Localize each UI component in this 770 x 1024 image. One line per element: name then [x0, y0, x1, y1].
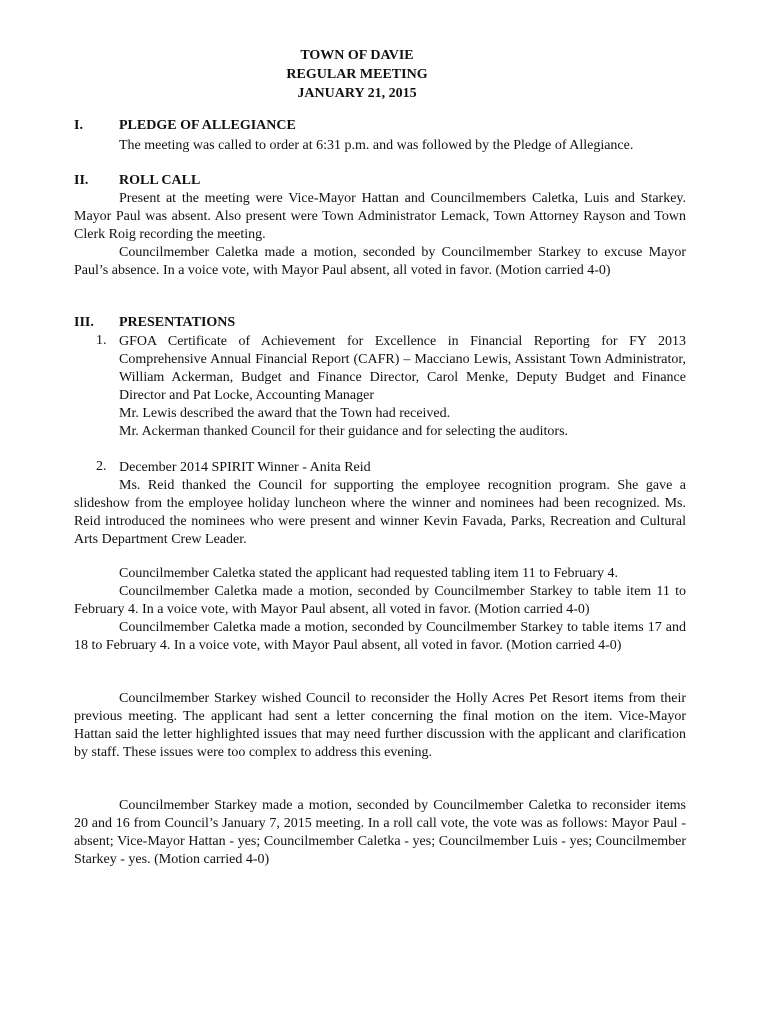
document-header	[0, 46, 714, 103]
paragraph-tabling-request: Councilmember Caletka stated the applicant had requested tabling item 11 to February 4.	[119, 566, 619, 581]
section-number-roll-call: II.	[74, 173, 89, 188]
pledge-text: The meeting was called to order at 6:31 p.m. and was followed by the Pledge of Allegiance.	[119, 138, 634, 153]
paragraph-motion-item-11: Councilmember Caletka made a motion, seconded by Councilmember Starkey to table item 11 to February 4. In a voice vote, with Mayor Paul absent, all voted in favor. (Motion carried 4-0)	[74, 584, 686, 617]
header-town: TOWN OF DAVIE	[300, 48, 414, 63]
paragraph-motion-items-17-18: Councilmember Caletka made a motion, seconded by Councilmember Starkey to table items 17 and 18 to February 4. In a voice vote, with Mayor Paul absent, all voted in favor. (Motion carried 4-0)	[74, 620, 686, 653]
header-date: JANUARY 21, 2015	[297, 86, 417, 101]
presentation-1-number: 1.	[96, 333, 107, 348]
presentation-2-text: Ms. Reid thanked the Council for supporting the employee recognition program. She gave a slideshow from the employee holiday luncheon where the winner and nominees had been recognized. Ms. Reid introduced the nominees who were present and winner Kevin Favada, Parks, Recreation and Cultural Arts Department Crew Leader.	[74, 478, 686, 547]
presentation-2-number: 2.	[96, 459, 107, 474]
paragraph-reconsider-motion: Councilmember Starkey made a motion, seconded by Councilmember Caletka to reconsider items 20 and 16 from Council’s January 7, 2015 meeting. In a roll call vote, the vote was as follows: Mayor Paul - absent; Vice-Mayor Hattan - yes; Councilmember Caletka - yes; Councilmember Luis - yes; Councilmember Starkey - yes. (Motion carried 4-0)	[74, 798, 686, 867]
presentation-1-note-ackerman: Mr. Ackerman thanked Council for their guidance and for selecting the auditors.	[119, 424, 569, 439]
paragraph-holly-acres: Councilmember Starkey wished Council to reconsider the Holly Acres Pet Resort items from their previous meeting. The applicant had sent a letter concerning the final motion on the item. Vice-Mayor Hattan said the letter highlighted issues that may need further discussion with the applicant and clarification by staff. These issues were too complex to address this evening.	[74, 691, 686, 760]
presentation-1-title: GFOA Certificate of Achievement for Excellence in Financial Reporting for FY 2013 Comprehensive Annual Financial Report (CAFR) – Macciano Lewis, Assistant Town Administrator, William Ackerman, Budget and Finance Director, Carol Menke, Deputy Budget and Finance Director and Pat Locke, Accounting Manager	[119, 334, 686, 403]
section-title-pledge: PLEDGE OF ALLEGIANCE	[119, 118, 296, 133]
section-number-pledge: I.	[74, 118, 83, 133]
presentation-1-note-lewis: Mr. Lewis described the award that the Town had received.	[119, 406, 451, 421]
section-title-roll-call: ROLL CALL	[119, 173, 201, 188]
presentation-2-title: December 2014 SPIRIT Winner - Anita Reid	[119, 460, 371, 475]
section-title-presentations: PRESENTATIONS	[119, 315, 236, 330]
roll-call-motion: Councilmember Caletka made a motion, seconded by Councilmember Starkey to excuse Mayor Paul’s absence. In a voice vote, with Mayor Paul absent, all voted in favor. (Motion carried 4-0)	[74, 245, 686, 278]
section-number-presentations: III.	[74, 315, 94, 330]
header-meeting-type: REGULAR MEETING	[286, 67, 428, 82]
roll-call-attendance: Present at the meeting were Vice-Mayor Hattan and Councilmembers Caletka, Luis and Starkey. Mayor Paul was absent. Also present were Town Administrator Lemack, Town Attorney Rayson and Town Clerk Roig recording the meeting.	[74, 191, 686, 242]
